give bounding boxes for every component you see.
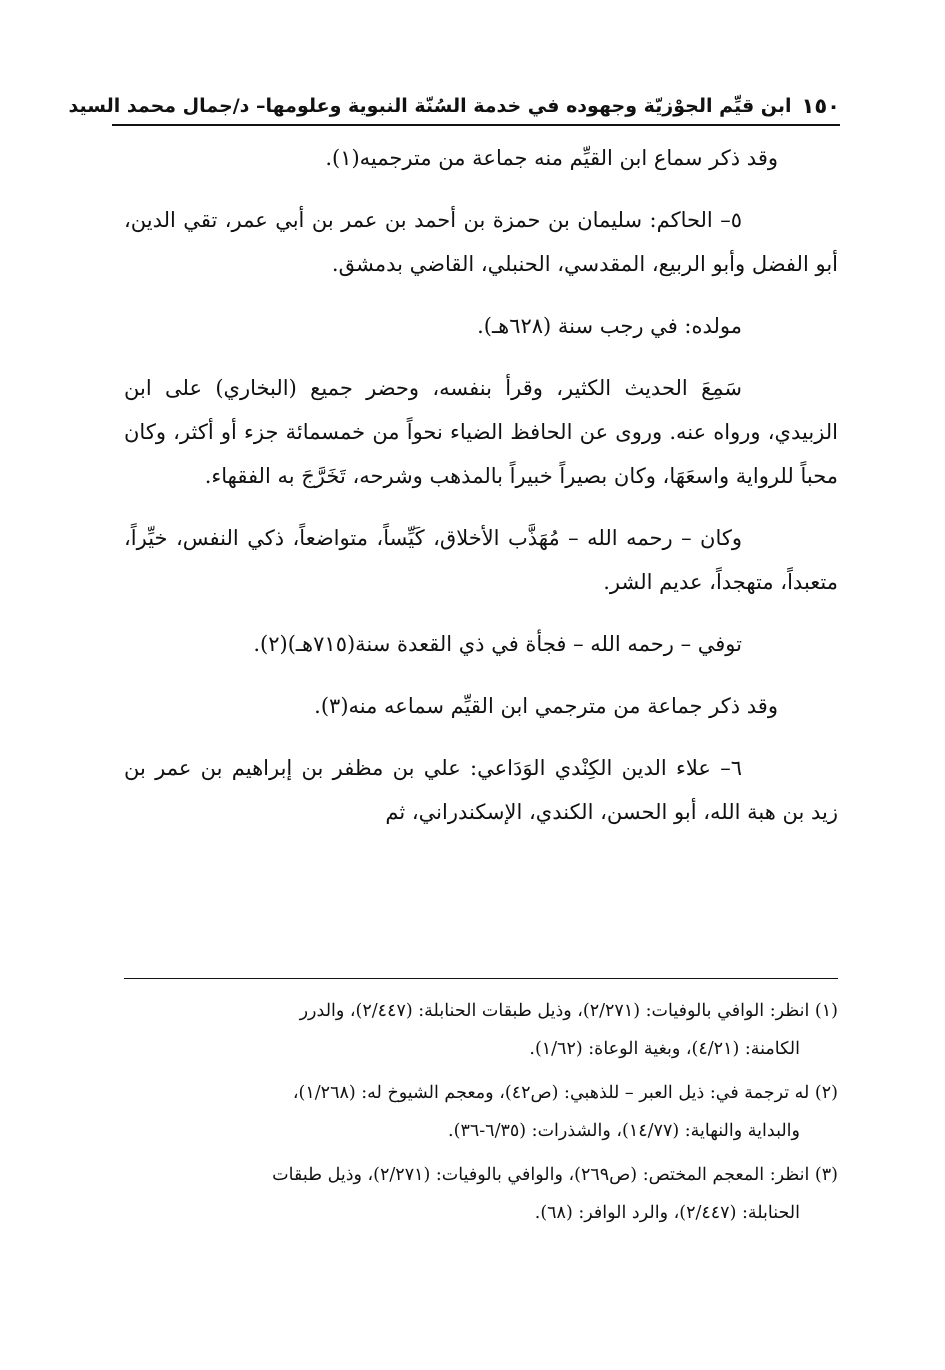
footnote-separator — [124, 978, 838, 979]
footnotes — [124, 992, 838, 1238]
paragraph: ٥– الحاكم: سليمان بن حمزة بن أحمد بن عمر بن أبي عمر، تقي الدين، أبو الفضل وأبو الربيع، المقدسي، الحنبلي، القاضي بدمشق. — [124, 208, 838, 276]
running-title: ابن قيِّم الجوْزيّة وجهوده في خدمة السُنّة النبوية وعلومها– د/جمال محمد السيد — [68, 95, 792, 117]
footnote-line: والبداية والنهاية: (١٤/٧٧)، والشذرات: (٦/٣٥-٣٦). — [448, 1121, 800, 1141]
main-text — [124, 136, 838, 852]
paragraph: وقد ذكر جماعة من مترجمي ابن القيِّم سماعه منه(٣). — [314, 694, 778, 718]
paragraph: وكان – رحمه الله – مُهَذَّب الأخلاق، كَيِّساً، متواضعاً، ذكي النفس، خيِّراً، متعبداً، متهجداً، عديم الشر. — [124, 526, 838, 594]
footnote-line: (٣) انظر: المعجم المختص: (ص٢٦٩)، والوافي بالوفيات: (٢/٢٧١)، وذيل طبقات — [272, 1165, 838, 1185]
paragraph: توفي – رحمه الله – فجأة في ذي القعدة سنة(٧١٥هـ)(٢). — [253, 632, 742, 656]
footnote — [124, 1156, 838, 1232]
paragraph: مولده: في رجب سنة (٦٢٨هـ). — [477, 314, 742, 338]
paragraph: ٦– علاء الدين الكِنْدي الوَدَاعي: علي بن مظفر بن إبراهيم بن عمر بن زيد بن هبة الله، أبو الحسن، الكندي، الإسكندراني، ثم — [124, 756, 838, 824]
footnote-line: (١) انظر: الوافي بالوفيات: (٢/٢٧١)، وذيل طبقات الحنابلة: (٢/٤٤٧)، والدرر — [299, 1001, 838, 1021]
paragraph: سَمِعَ الحديث الكثير، وقرأ بنفسه، وحضر جميع (البخاري) على ابن الزبيدي، ورواه عنه. وروى عن الحافظ الضياء نحواً من خمسمائة جزء أو أكثر، وكان محباً للرواية واسعَهَا، وكان بصيراً خبيراً بالمذهب وشرحه، تَخَرَّجَ به الفقهاء. — [124, 376, 838, 488]
footnote-line: الكامنة: (٤/٢١)، وبغية الوعاة: (١/٦٢). — [529, 1039, 800, 1059]
paragraph: وقد ذكر سماع ابن القيِّم منه جماعة من مترجميه(١). — [325, 146, 778, 170]
page-header — [68, 88, 840, 126]
page-number: ١٥٠ — [801, 94, 840, 118]
footnote-line: (٢) له ترجمة في: ذيل العبر – للذهبي: (ص٤٢)، ومعجم الشيوخ له: (١/٢٦٨)، — [292, 1083, 838, 1103]
footnote — [124, 1074, 838, 1150]
footnote — [124, 992, 838, 1068]
footnote-line: الحنابلة: (٢/٤٤٧)، والرد الوافر: (٦٨). — [534, 1203, 800, 1223]
